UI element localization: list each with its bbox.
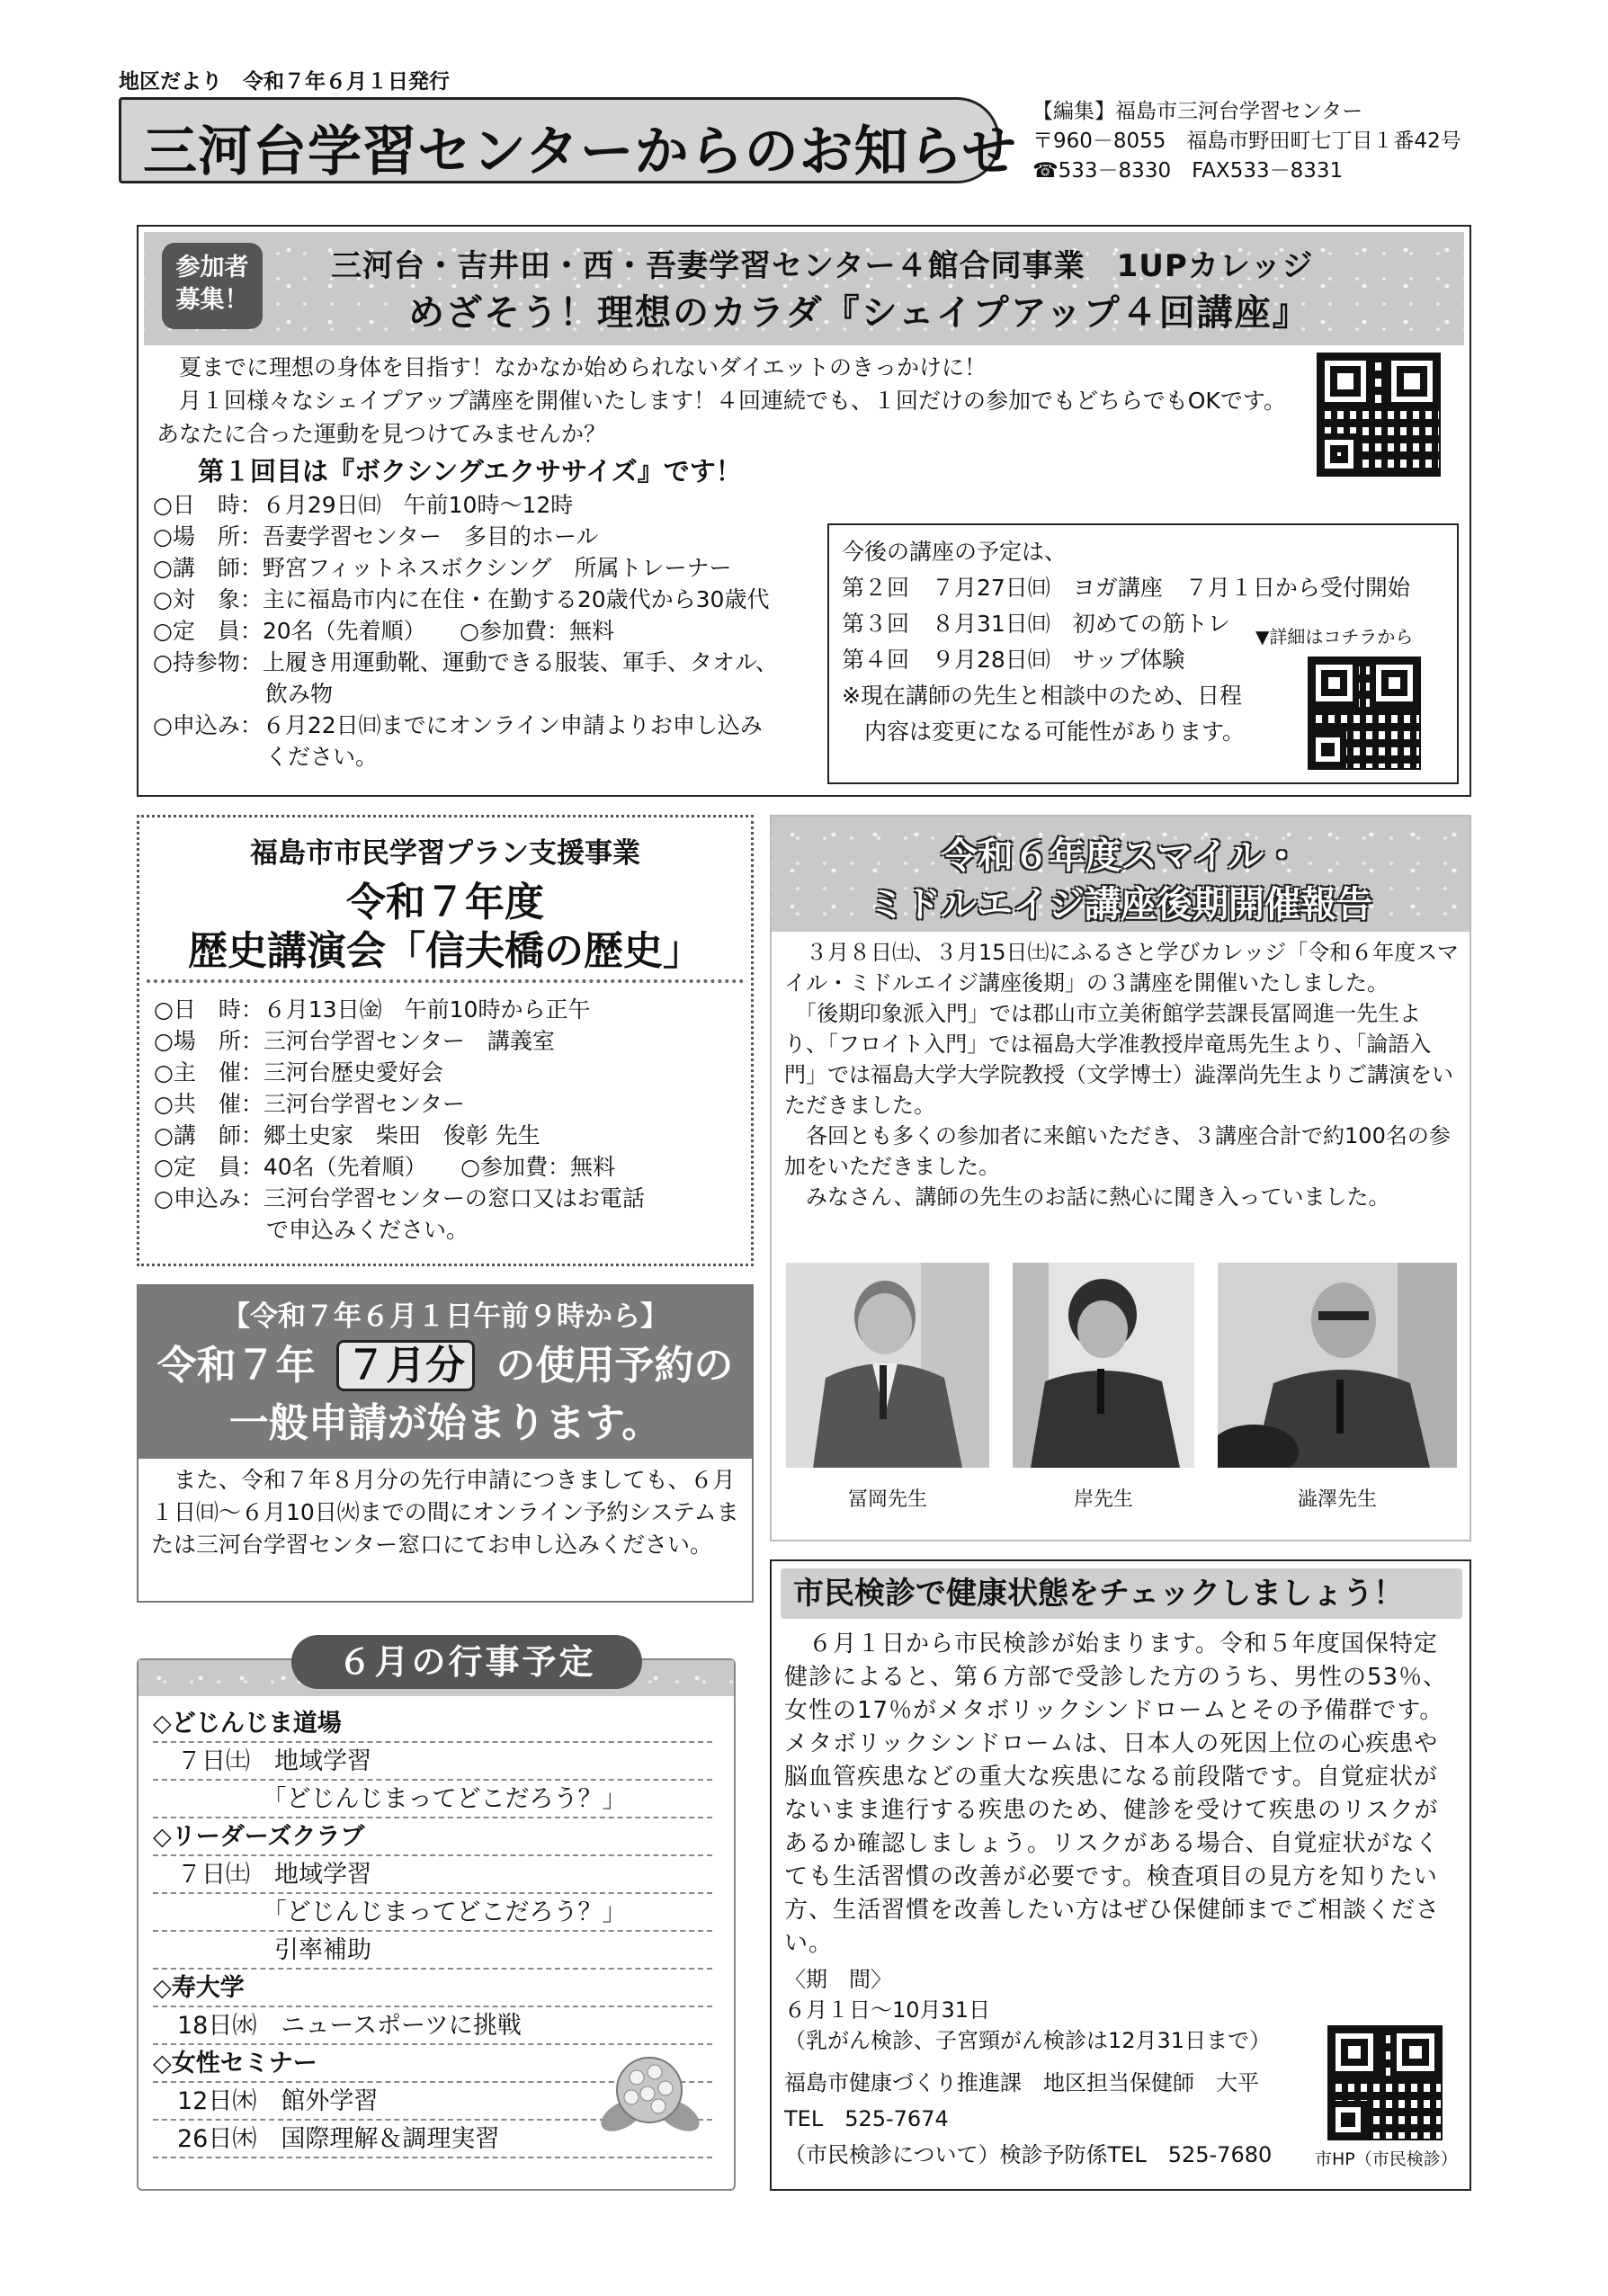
history-title-2: 歴史講演会「信夫橋の歴史」 [188,928,702,974]
history-cosponsor: ○共 催：三河台学習センター [154,1091,465,1117]
editor-phone: ☎533－8330 FAX533－8331 [1032,159,1344,183]
health-contact [784,2065,1272,2173]
reservation-headline-1 [138,1333,752,1390]
schedule-note-1: ※現在講師の先生と相談中のため、日程 [842,683,1242,709]
contact-tel: TEL 525-7674 [784,2106,949,2131]
smile-paragraph-3: 各回とも多くの参加者に来館いただき、３講座合計で約100名の参加をいただきました。 [784,1123,1451,1179]
smile-paragraph-2: 「後期印象派入門」では郡山市立美術館学芸課長冨岡進一先生より、「フロイト入門」では福島大学准教授岸竜馬先生より、「論語入門」では福島大学大学院教授（文学博士）澁澤尚先生よりご講演をいただきました。 [784,1001,1453,1118]
photo-shibusawa [1218,1263,1457,1468]
period-dates: ６月１日～10月31日 [784,1997,991,2023]
health-body: ６月１日から市民検診が始まります。令和５年度国保特定健診によると、第６方部で受診した方のうち、男性の53％、女性の17％がメタボリックシンドロームとその予備群です。メタボリックシンドロームは、日本人の死因上位の心疾患や脳血管疾患などの重大な疾患になる前段階です。自覚症状がないまま進行する疾患のため、健診を受けて疾患のリスクがあるか確認しましょう。リスクがある場合、自覚症状がなくても生活習慣の改善が必要です。検査項目の見方を知りたい方、生活習慣を改善したい方はぜひ保健師までご相談ください。 [784,1630,1448,1957]
reservation-date-banner: 【令和７年６月１日午前９時から】 [222,1300,668,1333]
caption-shibusawa: 澁澤先生 [1297,1488,1377,1511]
headline-part-a: 令和７年 [156,1343,316,1389]
shapeup-intro [156,351,1425,451]
detail-place: ○場 所：吾妻学習センター 多目的ホール [153,523,599,549]
event-row: ７日㈯ 地域学習 [153,1743,712,1781]
editor-line: 【編集】福島市三河台学習センター [1032,100,1363,123]
detail-capacity-fee: ○定 員：20名（先着順） ○参加費：無料 [153,618,614,644]
schedule-title: 今後の講座の予定は、 [842,539,1068,565]
history-sub: 福島市市民学習プラン支援事業 [250,837,640,870]
event-row: 18日㈬ ニュースポーツに挑戦 [153,2007,712,2045]
health-qr-caption: 市HP（市民検診） [1315,2149,1458,2169]
history-apply: ○申込み：三河台学習センターの窓口又はお電話 [154,1185,645,1211]
first-session-headline: 第１回目は『ボクシングエクササイズ』です！ [198,456,742,487]
future-schedule-box [827,523,1459,784]
shapeup-details [153,489,778,773]
history-organizer: ○主 催：三河台歴史愛好会 [154,1059,443,1085]
reservation-body: また、令和７年８月分の先行申請につきましても、６月１日㈰～６月10日㈫までの間にオンライン予約システムまたは三河台学習センター窓口にてお申し込みください。 [151,1467,739,1558]
recruit-badge: 参加者 募集！ [162,243,263,329]
detail-date: ○日 時：６月29日㈰ 午前10時～12時 [153,492,574,518]
issue-date: 地区だより 令和７年６月１日発行 [119,70,450,94]
editor-info [1032,97,1461,186]
health-period [784,1964,1271,2056]
schedule-row-4: 第４回 ９月28日㈰ サップ体験 [842,647,1185,673]
detail-instructor: ○講 師：野宮フィットネスボクシング 所属トレーナー [153,555,732,581]
headline-part-c: の使用予約の [496,1343,734,1389]
hydrangea-icon [595,2050,703,2140]
shapeup-title-1: 三河台・吉井田・西・吾妻学習センター４館合同事業 1UPカレッジ [331,248,1314,284]
smile-title-2: ミドルエイジ講座後期開催報告 [869,884,1372,925]
health-qr-code[interactable] [1327,2025,1443,2140]
reservation-headline-2: 一般申請が始まります。 [228,1400,662,1446]
photo-tomioka [786,1263,989,1468]
event-group-leaders: ◇リーダーズクラブ [153,1818,712,1856]
schedule-qr-code[interactable] [1308,657,1421,770]
schedule-row-3: 第３回 ８月31日㈰ 初めての筋トレ [842,611,1230,637]
detail-apply: ○申込み：６月22日㈰までにオンライン申請よりお申し込み [153,712,763,738]
smile-paragraph-1: ３月８日㈯、３月15日㈯にふるさと学びカレッジ「令和６年度スマイル・ミドルエイジ講座後期」の３講座を開催いたしました。 [784,940,1459,996]
health-check-section [770,1559,1471,2191]
event-row: 「どじんじまってどこだろう？」 [153,1781,712,1818]
smile-paragraph-4: みなさん、講師の先生のお話に熱心に聞き入っていました。 [784,1184,1390,1210]
contact-department: 福島市健康づくり推進課 地区担当保健師 大平 [784,2070,1259,2095]
period-note: （乳がん検診、子宮頸がん検診は12月31日まで） [784,2028,1272,2053]
history-divider [147,979,744,983]
smile-title-1: 令和６年度スマイル・ [941,835,1300,877]
detail-items: ○持参物：上履き用運動靴、運動できる服装、軍手、タオル、 [153,649,778,675]
page-title-banner [119,97,1017,183]
history-date: ○日 時：６月13日㈮ 午前10時から正午 [154,996,591,1023]
detail-apply-cont: ください。 [153,744,379,770]
event-row: 「どじんじまってどこだろう？」 [153,1894,712,1932]
editor-address: 〒960－8055 福島市野田町七丁目１番42号 [1032,130,1461,153]
caption-tomioka: 冨岡先生 [847,1488,927,1511]
event-row: 26日㈭ 国際理解＆調理実習 [153,2121,712,2158]
detail-target: ○対 象：主に福島市内に在住・在勤する20歳代から30歳代 [153,586,770,612]
smile-body [784,937,1461,1212]
event-row: 引率補助 [153,1932,712,1970]
month-highlight: ７月分 [336,1340,475,1391]
intro-line-1: 夏までに理想の身体を目指す！なかなか始められないダイエットのきっかけに！ [156,354,987,380]
event-row: ７日㈯ 地域学習 [153,1856,712,1894]
schedule-note-2: 内容は変更になる可能性があります。 [842,719,1246,745]
history-place: ○場 所：三河台学習センター 講義室 [154,1028,555,1054]
event-group-dojinjima: ◇どじんじま道場 [153,1705,712,1743]
event-row: 12日㈭ 館外学習 [153,2083,712,2121]
history-apply-cont: で申込みください。 [154,1217,469,1243]
history-details [154,994,645,1246]
shapeup-section [137,225,1471,797]
event-group-kotobuki: ◇寿大学 [153,1970,712,2007]
qr-note: ▼詳細はコチラから [1255,626,1414,648]
contact-checkup-tel: （市民検診について）検診予防係TEL 525-7680 [784,2142,1273,2167]
schedule-row-2: 第２回 ７月27日㈰ ヨガ講座 ７月１日から受付開始 [842,575,1410,601]
shapeup-title-2: めざそう！理想のカラダ『シェイプアップ４回講座』 [408,292,1310,334]
history-lecture-section [137,815,754,1266]
detail-items-cont: 飲み物 [153,681,334,707]
smile-report-section [770,815,1471,1541]
page-title: 三河台学習センターからのお知らせ [143,121,1017,183]
history-lecturer: ○講 師：郷土史家 柴田 俊彰 先生 [154,1122,540,1148]
photo-kishi [1013,1263,1194,1468]
period-label: 〈期 間〉 [784,1967,892,1992]
event-group-women: ◇女性セミナー [153,2045,712,2083]
caption-kishi: 岸先生 [1073,1488,1133,1511]
reservation-section [137,1284,754,1603]
intro-line-2: 月１回様々なシェイプアップ講座を開催いたします！４回連続でも、１回だけの参加でもどちらでもOKです。あなたに合った運動を見つけてみませんか？ [156,388,1286,447]
shapeup-qr-code[interactable] [1317,353,1441,477]
events-title: ６月の行事予定 [291,1635,642,1689]
history-title-1: 令和７年度 [346,880,544,925]
health-title: 市民検診で健康状態をチェックしましょう！ [781,1568,1462,1619]
history-capacity: ○定 員：40名（先着順） ○参加費：無料 [154,1154,615,1180]
